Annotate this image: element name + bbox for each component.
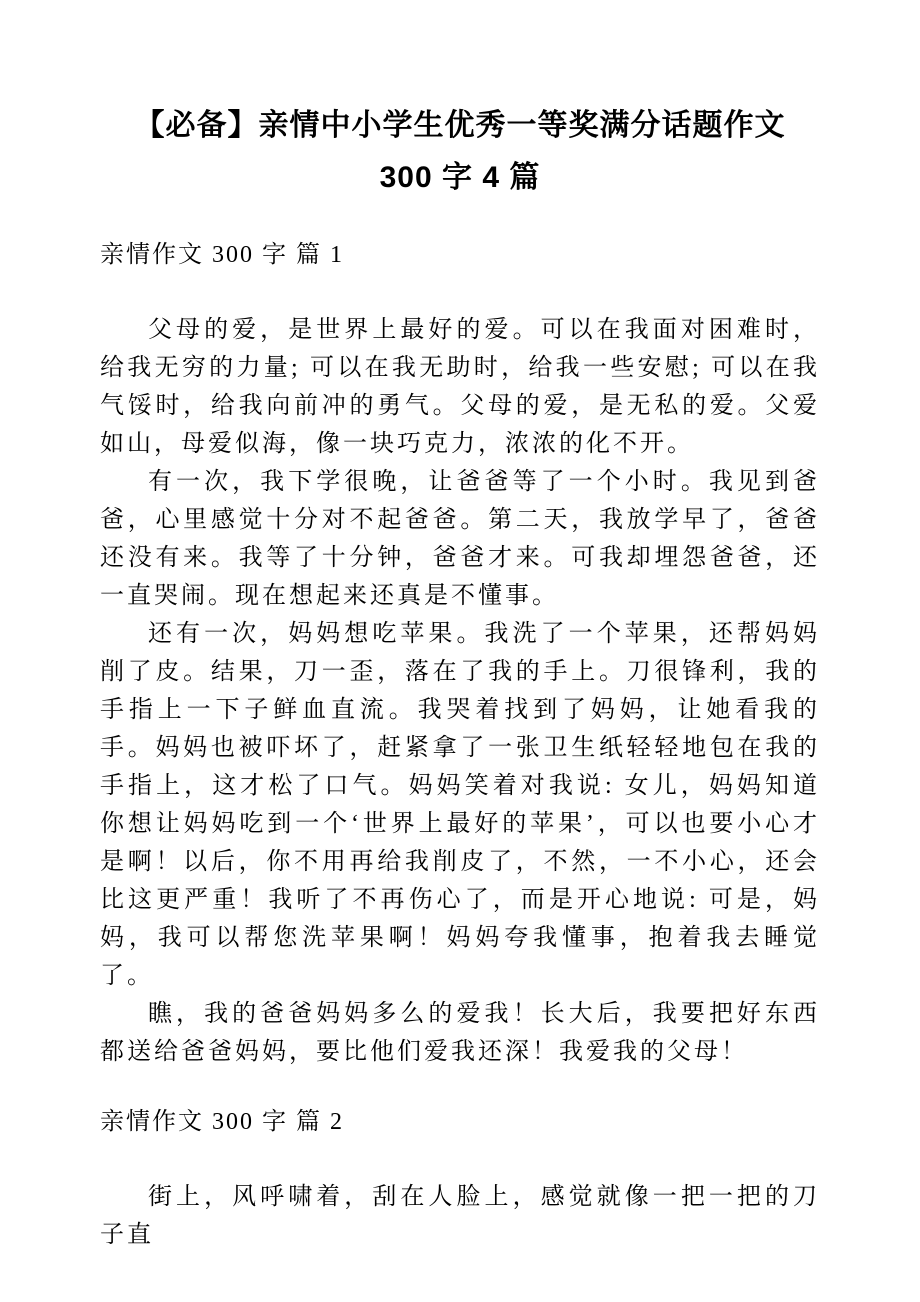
section-1-paragraph-3: 还有一次，妈妈想吃苹果。我洗了一个苹果，还帮妈妈削了皮。结果，刀一歪，落在了我的手上。刀很锋利，我的手指上一下子鲜血直流。我哭着找到了妈妈，让她看我的手。妈妈也被吓坏了，赶紧拿了一张卫生纸轻轻地包在我的手指上，这才松了口气。妈妈笑着对我说: 女儿，妈妈知道你想让妈妈吃到一个‘世界上最好的苹果’，可以也要小心才是啊！以后，你不用再给我削皮了，不然，一不小心，还会比这更严重！我听了不再伤心了，而是开心地说: 可是，妈妈，我可以帮您洗苹果啊！妈妈夸我懂事，抱着我去睡觉了。 (100, 621, 820, 989)
essay-section-2 (100, 1103, 820, 1254)
section-2-paragraph-1: 街上，风呼啸着，刮在人脸上，感觉就像一把一把的刀子直 (100, 1184, 820, 1248)
section-1-paragraph-4: 瞧，我的爸爸妈妈多么的爱我！长大后，我要把好东西都送给爸爸妈妈，要比他们爱我还深！我爱我的父母！ (100, 1001, 820, 1065)
section-1-paragraph-2: 有一次，我下学很晚，让爸爸等了一个小时。我见到爸爸，心里感觉十分对不起爸爸。第二天，我放学早了，爸爸还没有来。我等了十分钟，爸爸才来。可我却埋怨爸爸，还一直哭闹。现在想起来还真是不懂事。 (100, 469, 820, 609)
section-1-heading: 亲情作文 300 字 篇 1 (100, 242, 344, 268)
essay-section-1 (100, 236, 820, 1071)
document-body (100, 100, 820, 1254)
document-title: 【必备】亲情中小学生优秀一等奖满分话题作文 300 字 4 篇 (134, 109, 786, 194)
section-1-paragraph-1: 父母的爱，是世界上最好的爱。可以在我面对困难时，给我无穷的力量; 可以在我无助时，给我一些安慰; 可以在我气馁时，给我向前冲的勇气。父母的爱，是无私的爱。父爱如山，母爱似海，像一块巧克力，浓浓的化不开。 (100, 317, 820, 457)
section-2-heading: 亲情作文 300 字 篇 2 (100, 1109, 344, 1135)
